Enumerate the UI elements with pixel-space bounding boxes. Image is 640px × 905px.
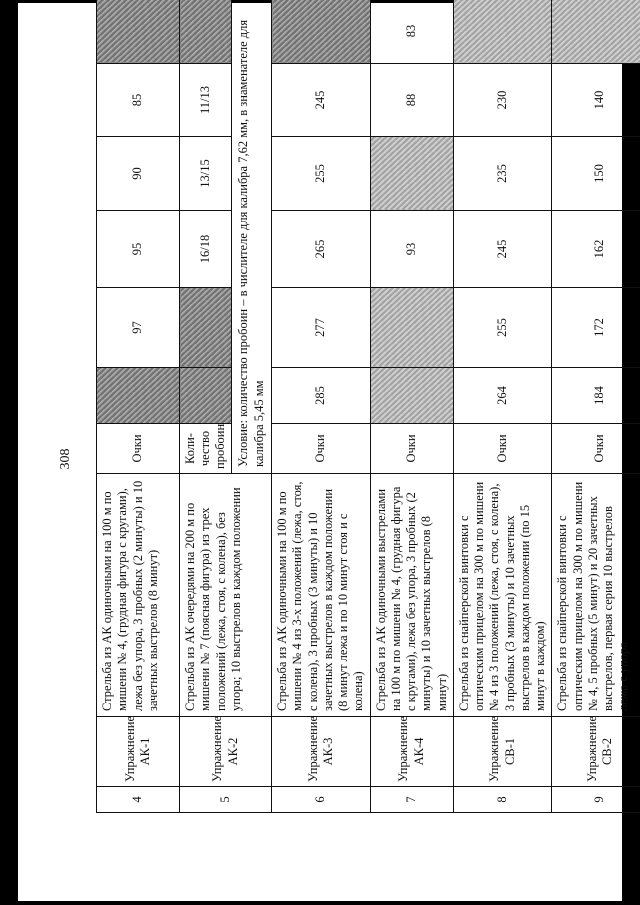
- value-cell: 95: [97, 211, 180, 288]
- value-cell: [453, 0, 552, 64]
- value-cell: 97: [97, 288, 180, 368]
- value-cell: 255: [272, 137, 371, 211]
- value-cell: 285: [272, 368, 371, 424]
- table-row: [552, 0, 640, 813]
- table-row: [370, 0, 453, 813]
- value-cell: 85: [97, 64, 180, 137]
- row-number: 7: [370, 787, 453, 813]
- page-number: 308: [58, 448, 73, 470]
- value-cell: [180, 0, 232, 64]
- exercise-description: Стрельба из АК одиночными на 100 м по мишени № 4, (грудная фигура с кругами), лежа без упора, 3 пробных (2 минуты) и 10 зачетных выстрелов (8 минут): [97, 474, 180, 717]
- value-cell: [272, 0, 371, 64]
- scan-border-left: [0, 0, 18, 905]
- unit-cell: Очки: [97, 424, 180, 474]
- table-row: [180, 0, 232, 813]
- value-cell: [180, 288, 232, 368]
- value-cell: 172: [552, 288, 640, 368]
- row-number: 9: [552, 787, 640, 813]
- exercise-name: Упражнение АК-3: [272, 717, 371, 787]
- value-cell: 235: [453, 137, 552, 211]
- value-cell: 255: [453, 288, 552, 368]
- value-cell: 93: [370, 211, 453, 288]
- rotated-table-container: [96, 19, 631, 813]
- row-number: 6: [272, 787, 371, 813]
- condition-note: Условие: количество пробоин – в числителе для калибра 7,62 мм, в знаменателе для калибра 5,45 мм: [232, 0, 272, 474]
- scan-border-bottom: [0, 901, 640, 905]
- value-cell: 90: [97, 137, 180, 211]
- row-number: 8: [453, 787, 552, 813]
- row-number: 5: [180, 787, 272, 813]
- value-cell: 11/13: [180, 64, 232, 137]
- value-cell: [370, 368, 453, 424]
- unit-cell: Очки: [453, 424, 552, 474]
- unit-cell: Очки: [272, 424, 371, 474]
- unit-cell: Коли-чество пробоин: [180, 424, 232, 474]
- unit-cell: Очки: [370, 424, 453, 474]
- table-row: [272, 0, 371, 813]
- exercise-description: Стрельба из АК одиночными выстрелами на 100 м по мишени № 4, (грудная фигура с кругами), лежа без упора, 3 пробных (2 минуты) и 10 зачетных выстрелов (8 минут): [370, 474, 453, 717]
- value-cell: [180, 368, 232, 424]
- standards-table: [96, 0, 640, 813]
- exercise-name: Упражнение АК-2: [180, 717, 272, 787]
- value-cell: [97, 368, 180, 424]
- exercise-description: Стрельба из АК очередями на 200 м по мишени № 7 (поясная фигура) из трех положений (лежа, стоя, с колена), без упора; 10 выстрелов в каждом положении: [180, 474, 272, 717]
- value-cell: 230: [453, 64, 552, 137]
- value-cell: 83: [370, 0, 453, 64]
- value-cell: 184: [552, 368, 640, 424]
- value-cell: [370, 137, 453, 211]
- table-row: [97, 0, 180, 813]
- exercise-name: Упражнение АК-4: [370, 717, 453, 787]
- value-cell: 16/18: [180, 211, 232, 288]
- value-cell: 245: [453, 211, 552, 288]
- value-cell: [370, 288, 453, 368]
- value-cell: 88: [370, 64, 453, 137]
- value-cell: 140: [552, 64, 640, 137]
- exercise-description: Стрельба из снайперской винтовки с оптическим прицелом на 300 м по мишени № 4, 5 пробных (5 минут) и 20 зачетных выстрелов, первая серия 10 выстрелов лежа с упора: [552, 474, 640, 717]
- value-cell: 162: [552, 211, 640, 288]
- table-row: [453, 0, 552, 813]
- value-cell: 277: [272, 288, 371, 368]
- value-cell: 264: [453, 368, 552, 424]
- exercise-name: Упражнение АК-1: [97, 717, 180, 787]
- value-cell: [552, 0, 640, 64]
- row-number: 4: [97, 787, 180, 813]
- value-cell: 245: [272, 64, 371, 137]
- value-cell: 13/15: [180, 137, 232, 211]
- exercise-name: Упражнение СВ-2: [552, 717, 640, 787]
- exercise-description: Стрельба из АК одиночными на 100 м по мишени № 4 из 3-х положений (лежа, стоя, с колена), 3 пробных (3 минуты) и 10 зачетных выстрелов в каждом положении (8 минут лежа и по 10 минут стоя и с колена): [272, 474, 371, 717]
- exercise-name: Упражнение СВ-1: [453, 717, 552, 787]
- value-cell: [97, 0, 180, 64]
- value-cell: 265: [272, 211, 371, 288]
- unit-cell: Очки: [552, 424, 640, 474]
- exercise-description: Стрельба из снайперской винтовки с оптическим прицелом на 300 м по мишени № 4 из 3 положений (лежа, стоя, с колена), 3 пробных (3 минуты) и 10 зачетных выстрелов в каждом положении (по 15 минут в каждом): [453, 474, 552, 717]
- value-cell: 150: [552, 137, 640, 211]
